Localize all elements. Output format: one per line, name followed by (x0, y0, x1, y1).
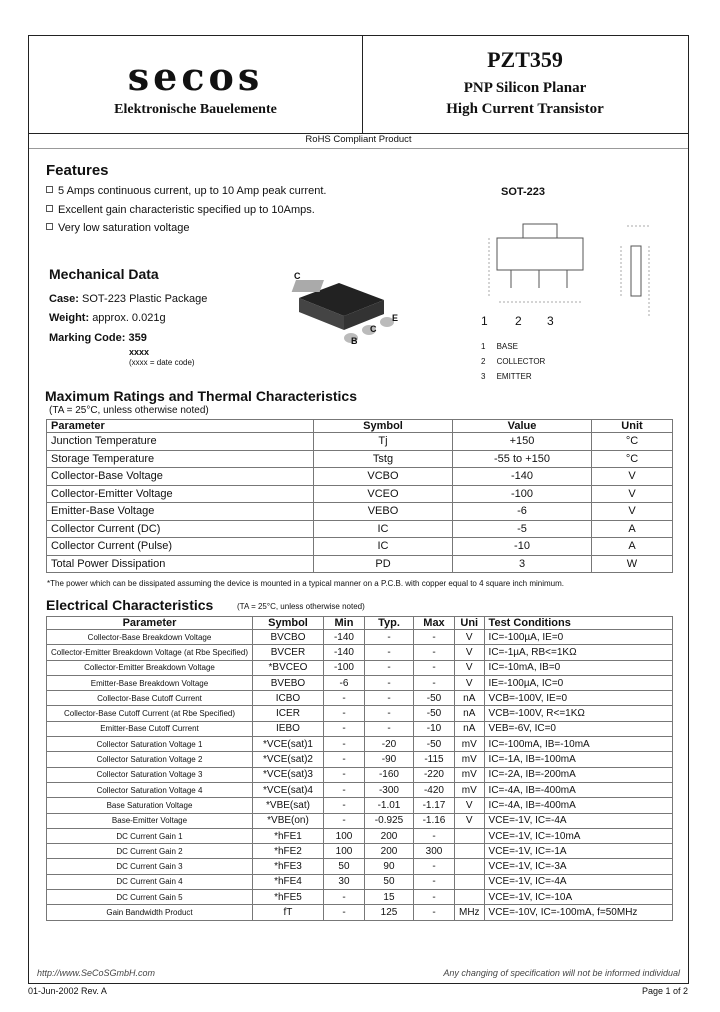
table-cell: - (413, 675, 454, 690)
table-cell: VCE=-1V, IC=-1A (484, 844, 672, 859)
table-cell: IC=-4A, IB=-400mA (484, 782, 672, 797)
pin-label-c: C (294, 271, 301, 281)
rohs-text: RoHS Compliant Product (305, 134, 412, 145)
table-cell: - (413, 874, 454, 889)
table-cell: VCE=-1V, IC=-3A (484, 859, 672, 874)
marking-line: Marking Code: 359 (49, 332, 147, 344)
table-cell: *VBE(sat) (252, 798, 323, 813)
table-cell: -300 (364, 782, 413, 797)
table-cell: 50 (323, 859, 364, 874)
table-cell: Collector-Base Cutoff Current (47, 691, 253, 706)
part-description-2: High Current Transistor (446, 101, 604, 117)
table-cell: *hFE5 (252, 890, 323, 905)
column-header: Uni (454, 617, 484, 630)
pin-label-e: E (392, 313, 399, 323)
table-cell: - (413, 905, 454, 920)
table-cell: - (364, 630, 413, 645)
table-row: Emitter-Base Voltage VEBO -6 V (47, 503, 673, 521)
table-cell: *VCE(sat)1 (252, 737, 323, 752)
table-row (47, 752, 673, 767)
table-cell: IC=-4A, IB=-400mA (484, 798, 672, 813)
table-row (47, 782, 673, 797)
table-cell: -0.925 (364, 813, 413, 828)
table-row (47, 737, 673, 752)
table-row (47, 691, 673, 706)
table-row (47, 844, 673, 859)
table-cell: Collector Saturation Voltage 4 (47, 782, 253, 797)
table-cell: nA (454, 691, 484, 706)
pin-number-1: 1 (481, 314, 488, 328)
table-cell: Collector-Emitter Breakdown Voltage (at Rbe Specified) (47, 645, 253, 660)
table-cell: DC Current Gain 4 (47, 874, 253, 889)
table-cell: *hFE1 (252, 828, 323, 843)
electrical-table (46, 616, 673, 921)
table-cell: -100 (323, 660, 364, 675)
table-cell (454, 874, 484, 889)
table-cell: 125 (364, 905, 413, 920)
table-cell: *BVCEO (252, 660, 323, 675)
table-cell: 30 (323, 874, 364, 889)
table-cell: Collector Saturation Voltage 3 (47, 767, 253, 782)
column-header: Unit (592, 420, 673, 433)
table-row (47, 859, 673, 874)
table-cell: Base Saturation Voltage (47, 798, 253, 813)
table-cell: - (323, 890, 364, 905)
feature-item: Excellent gain characteristic specified up to 10Amps. (46, 204, 315, 216)
table-cell: Gain Bandwidth Product (47, 905, 253, 920)
table-cell: V (454, 645, 484, 660)
pin-number-2: 2 (515, 314, 522, 328)
table-row (47, 721, 673, 736)
table-cell: -10 (413, 721, 454, 736)
table-row (47, 905, 673, 920)
footer-page: Page 1 of 2 (641, 986, 688, 996)
table-cell: IC=-10mA, IB=0 (484, 660, 672, 675)
table-row (47, 874, 673, 889)
table-cell: - (323, 721, 364, 736)
table-cell: V (454, 675, 484, 690)
table-cell: - (413, 645, 454, 660)
table-cell: - (323, 782, 364, 797)
table-cell: ICER (252, 706, 323, 721)
electrical-title: Electrical Characteristics (46, 597, 214, 613)
brand-logo: secos (127, 54, 264, 99)
column-header: Parameter (47, 420, 314, 433)
column-header: Symbol (252, 617, 323, 630)
table-cell: V (454, 660, 484, 675)
table-cell: -420 (413, 782, 454, 797)
table-row (47, 828, 673, 843)
table-cell: - (413, 630, 454, 645)
table-cell: V (454, 813, 484, 828)
table-cell: VCB=-100V, R<=1KΩ (484, 706, 672, 721)
table-cell: - (323, 737, 364, 752)
table-cell: -1.17 (413, 798, 454, 813)
table-row (47, 645, 673, 660)
table-cell: 200 (364, 828, 413, 843)
table-cell: mV (454, 782, 484, 797)
table-cell: Emitter-Base Cutoff Current (47, 721, 253, 736)
table-cell: *VCE(sat)4 (252, 782, 323, 797)
table-cell: IC=-1A, IB=-100mA (484, 752, 672, 767)
pin-list-item: 1 BASE (481, 342, 518, 351)
table-cell: *hFE2 (252, 844, 323, 859)
footer-disclaimer: Any changing of specification will not be informed individual (443, 968, 680, 978)
table-cell: -20 (364, 737, 413, 752)
column-header: Min (323, 617, 364, 630)
column-header: Parameter (47, 617, 253, 630)
table-cell: mV (454, 752, 484, 767)
bullet-icon (46, 223, 53, 230)
table-cell: - (413, 859, 454, 874)
table-cell: IC=-100mA, IB=-10mA (484, 737, 672, 752)
table-cell: VEB=-6V, IC=0 (484, 721, 672, 736)
table-cell: VCE=-1V, IC=-10A (484, 890, 672, 905)
table-cell: Base-Emitter Voltage (47, 813, 253, 828)
table-cell: fT (252, 905, 323, 920)
table-row (47, 660, 673, 675)
brand-subtitle: Elektronische Bauelemente (114, 102, 277, 117)
table-cell: V (454, 798, 484, 813)
table-row: Collector Current (DC) IC -5 A (47, 520, 673, 538)
table-row (47, 630, 673, 645)
weight-line: Weight: approx. 0.021g (49, 312, 166, 324)
table-cell: DC Current Gain 3 (47, 859, 253, 874)
table-cell: DC Current Gain 2 (47, 844, 253, 859)
table-cell: 15 (364, 890, 413, 905)
table-cell: *VBE(on) (252, 813, 323, 828)
table-cell: Collector Saturation Voltage 1 (47, 737, 253, 752)
table-row: Total Power Dissipation PD 3 W (47, 555, 673, 573)
pin-label-c2: C (370, 324, 377, 334)
table-cell: DC Current Gain 5 (47, 890, 253, 905)
table-cell: - (364, 721, 413, 736)
table-row (47, 767, 673, 782)
feature-item: 5 Amps continuous current, up to 10 Amp peak current. (46, 185, 326, 197)
table-cell (454, 890, 484, 905)
table-cell: - (413, 660, 454, 675)
table-cell: VCB=-100V, IE=0 (484, 691, 672, 706)
table-cell: - (413, 828, 454, 843)
table-cell: - (323, 691, 364, 706)
table-row (47, 706, 673, 721)
table-cell: IEBO (252, 721, 323, 736)
table-cell: 300 (413, 844, 454, 859)
power-note: *The power which can be dissipated assuming the device is mounted in a typical manner on a P.C.B. with copper equal to 4 square inch minimum. (47, 579, 565, 588)
table-cell (454, 844, 484, 859)
table-cell: mV (454, 767, 484, 782)
marking-note: (xxxx = date code) (129, 358, 195, 367)
column-header: Test Conditions (484, 617, 672, 630)
max-ratings-table (46, 419, 673, 573)
part-number: PZT359 (487, 47, 563, 72)
table-header-row (47, 420, 673, 433)
table-cell: - (364, 660, 413, 675)
table-cell: *hFE4 (252, 874, 323, 889)
table-row: Junction Temperature Tj +150 °C (47, 433, 673, 451)
table-row: Collector-Emitter Voltage VCEO -100 V (47, 485, 673, 503)
table-cell: -160 (364, 767, 413, 782)
max-ratings-title: Maximum Ratings and Thermal Characteristics (45, 388, 357, 404)
table-cell: - (323, 767, 364, 782)
table-cell: -50 (413, 691, 454, 706)
pin-label-b: B (351, 336, 358, 346)
table-row (47, 675, 673, 690)
table-cell (454, 828, 484, 843)
table-cell: -140 (323, 645, 364, 660)
case-line: Case: SOT-223 Plastic Package (49, 293, 208, 305)
table-cell: Collector-Emitter Breakdown Voltage (47, 660, 253, 675)
pin-list-item: 2 COLLECTOR (481, 357, 546, 366)
table-cell: Emitter-Base Breakdown Voltage (47, 675, 253, 690)
table-cell: - (364, 675, 413, 690)
mechanical-title: Mechanical Data (49, 266, 159, 282)
table-cell: - (364, 706, 413, 721)
table-cell: -1.01 (364, 798, 413, 813)
table-cell: IC=-2A, IB=-200mA (484, 767, 672, 782)
table-cell: - (323, 813, 364, 828)
column-header: Typ. (364, 617, 413, 630)
rohs-divider (29, 148, 688, 149)
table-row (47, 813, 673, 828)
table-cell: BVEBO (252, 675, 323, 690)
table-cell: - (413, 890, 454, 905)
table-cell: *hFE3 (252, 859, 323, 874)
pin-list-item: 3 EMITTER (481, 372, 532, 381)
table-row (47, 890, 673, 905)
table-cell: Collector Saturation Voltage 2 (47, 752, 253, 767)
feature-item: Very low saturation voltage (46, 222, 189, 234)
table-cell: IC=-100µA, IE=0 (484, 630, 672, 645)
table-cell (454, 859, 484, 874)
table-cell: -50 (413, 706, 454, 721)
table-row: Storage Temperature Tstg -55 to +150 °C (47, 450, 673, 468)
table-cell: 50 (364, 874, 413, 889)
package-label: SOT-223 (501, 186, 546, 198)
table-cell: - (323, 905, 364, 920)
table-cell: - (364, 691, 413, 706)
table-cell: *VCE(sat)2 (252, 752, 323, 767)
features-title: Features (46, 162, 109, 179)
table-cell: -50 (413, 737, 454, 752)
table-cell: -115 (413, 752, 454, 767)
table-cell: -90 (364, 752, 413, 767)
table-cell: - (323, 752, 364, 767)
footer-date: 01-Jun-2002 Rev. A (28, 986, 107, 996)
table-cell: 90 (364, 859, 413, 874)
table-cell: 100 (323, 828, 364, 843)
table-cell: MHz (454, 905, 484, 920)
table-row: Collector-Base Voltage VCBO -140 V (47, 468, 673, 486)
table-cell: nA (454, 721, 484, 736)
table-cell: - (323, 706, 364, 721)
table-cell: V (454, 630, 484, 645)
column-header: Symbol (314, 420, 453, 433)
column-header: Value (453, 420, 592, 433)
footer-url: http://www.SeCoSGmbH.com (37, 968, 156, 978)
table-cell: *VCE(sat)3 (252, 767, 323, 782)
table-cell: VCE=-1V, IC=-10mA (484, 828, 672, 843)
electrical-condition: (TA = 25°C, unless otherwise noted) (237, 602, 365, 611)
bullet-icon (46, 186, 53, 193)
table-header-row (47, 617, 673, 630)
table-cell: IC=-1µA, RB<=1KΩ (484, 645, 672, 660)
table-cell: VCE=-1V, IC=-4A (484, 813, 672, 828)
table-cell: - (364, 645, 413, 660)
table-cell: -220 (413, 767, 454, 782)
table-cell: - (323, 798, 364, 813)
table-cell: mV (454, 737, 484, 752)
bullet-icon (46, 205, 53, 212)
table-cell: ICBO (252, 691, 323, 706)
table-cell: BVCER (252, 645, 323, 660)
table-cell: Collector-Base Breakdown Voltage (47, 630, 253, 645)
package-outline-drawing (459, 206, 679, 346)
table-cell: -1.16 (413, 813, 454, 828)
part-description-1: PNP Silicon Planar (463, 80, 587, 96)
table-cell: -140 (323, 630, 364, 645)
pin-number-3: 3 (547, 314, 554, 328)
table-cell: Collector-Base Cutoff Current (at Rbe Specified) (47, 706, 253, 721)
table-cell: -6 (323, 675, 364, 690)
datasheet-frame (28, 35, 689, 984)
marking-xxxx: xxxx (129, 347, 150, 357)
table-cell: VCE=-10V, IC=-100mA, f=50MHz (484, 905, 672, 920)
table-cell: DC Current Gain 1 (47, 828, 253, 843)
column-header: Max (413, 617, 454, 630)
table-cell: BVCBO (252, 630, 323, 645)
table-row: Collector Current (Pulse) IC -10 A (47, 538, 673, 556)
table-row (47, 798, 673, 813)
table-cell: IE=-100µA, IC=0 (484, 675, 672, 690)
table-cell: nA (454, 706, 484, 721)
table-cell: VCE=-1V, IC=-4A (484, 874, 672, 889)
table-cell: 200 (364, 844, 413, 859)
table-cell: 100 (323, 844, 364, 859)
max-ratings-condition: (TA = 25°C, unless otherwise noted) (49, 405, 209, 416)
